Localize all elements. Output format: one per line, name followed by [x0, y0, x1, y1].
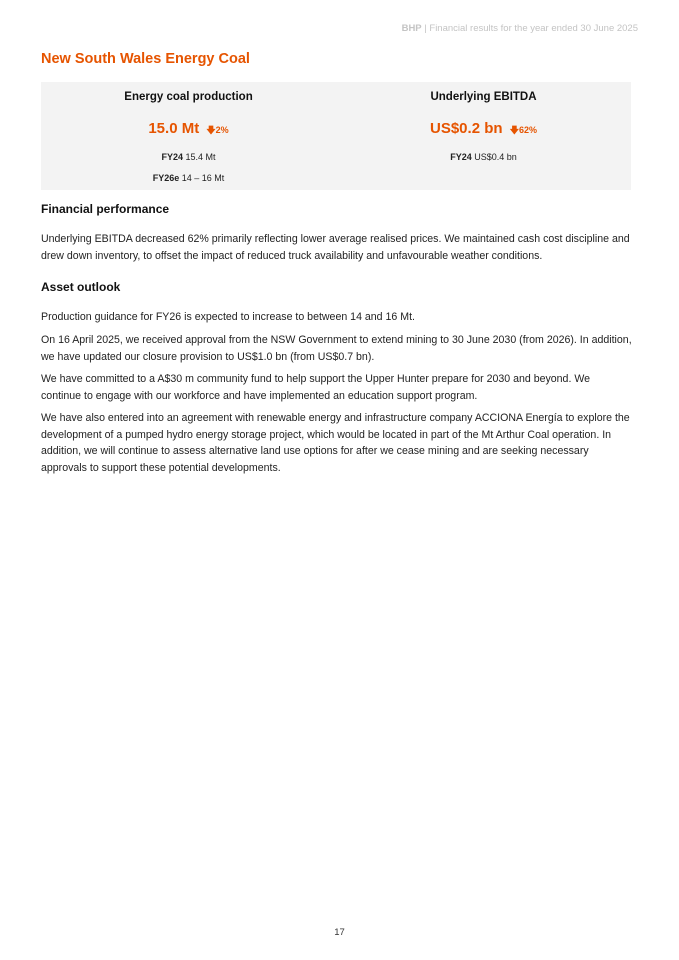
- production-change-value: 2%: [215, 125, 229, 135]
- ebitda-heading: Underlying EBITDA: [430, 91, 537, 103]
- asset-outlook-paragraph-3: We have committed to a A$30 m community fund to help support the Upper Hunter prepare for 2030 and beyond. We continue to engage with our workforce and have implemented an education support program.: [41, 373, 591, 402]
- asset-outlook-heading: Asset outlook: [41, 280, 121, 294]
- financial-performance-heading: Financial performance: [41, 202, 170, 216]
- ebitda-change-value: 62%: [518, 125, 537, 135]
- production-guidance: [41, 173, 336, 183]
- production-guidance-value: 14 – 16 Mt: [181, 173, 225, 183]
- running-header: [402, 23, 638, 34]
- header-separator: |: [421, 23, 430, 34]
- ebitda-prior-label: FY24: [450, 152, 472, 162]
- ebitda-value-line: [336, 120, 631, 139]
- key-metrics-panel: [41, 82, 631, 190]
- asset-outlook-paragraph-2: On 16 April 2025, we received approval from the NSW Government to extend mining to 30 June 2030 (from 2026). In addition, we have updated our closure provision to US$1.0 bn (from US$0.7 bn).: [41, 334, 632, 363]
- production-guidance-label: FY26e: [152, 173, 180, 183]
- production-heading: Energy coal production: [124, 91, 253, 103]
- ebitda-prior-value: US$0.4 bn: [474, 152, 517, 162]
- ebitda-prior-year: [336, 152, 631, 162]
- production-prior-value: 15.4 Mt: [185, 152, 216, 162]
- header-brand: BHP: [401, 23, 422, 34]
- production-prior-year: [41, 152, 336, 162]
- header-text: Financial results for the year ended 30 June 2025: [429, 23, 638, 34]
- production-value: 15.0 Mt: [148, 120, 200, 137]
- page-title: New South Wales Energy Coal: [41, 51, 250, 67]
- production-prior-label: FY24: [161, 152, 183, 162]
- production-value-line: [41, 120, 336, 139]
- asset-outlook-paragraph-1: Production guidance for FY26 is expected to increase to between 14 and 16 Mt.: [41, 311, 415, 323]
- ebitda-value: US$0.2 bn: [430, 120, 503, 137]
- arrow-down-icon: 🡇: [206, 125, 216, 135]
- arrow-down-icon: 🡇: [509, 125, 519, 135]
- ebitda-change: [510, 125, 537, 135]
- page-number: 17: [334, 927, 345, 938]
- financial-performance-paragraph: Underlying EBITDA decreased 62% primarily reflecting lower average realised prices. We maintained cash cost discipline and drew down inventory, to offset the impact of reduced truck availability and unfavourable weather conditions.: [41, 233, 630, 262]
- asset-outlook-paragraph-4: We have also entered into an agreement with renewable energy and infrastructure company ACCIONA Energía to explore the development of a pumped hydro energy storage project, which would be located in part of the Mt Arthur Coal operation. In addition, we will continue to assess alternative land use options for after we cease mining and are seeking necessary approvals to support these potential developments.: [41, 412, 630, 474]
- production-change: [206, 125, 228, 135]
